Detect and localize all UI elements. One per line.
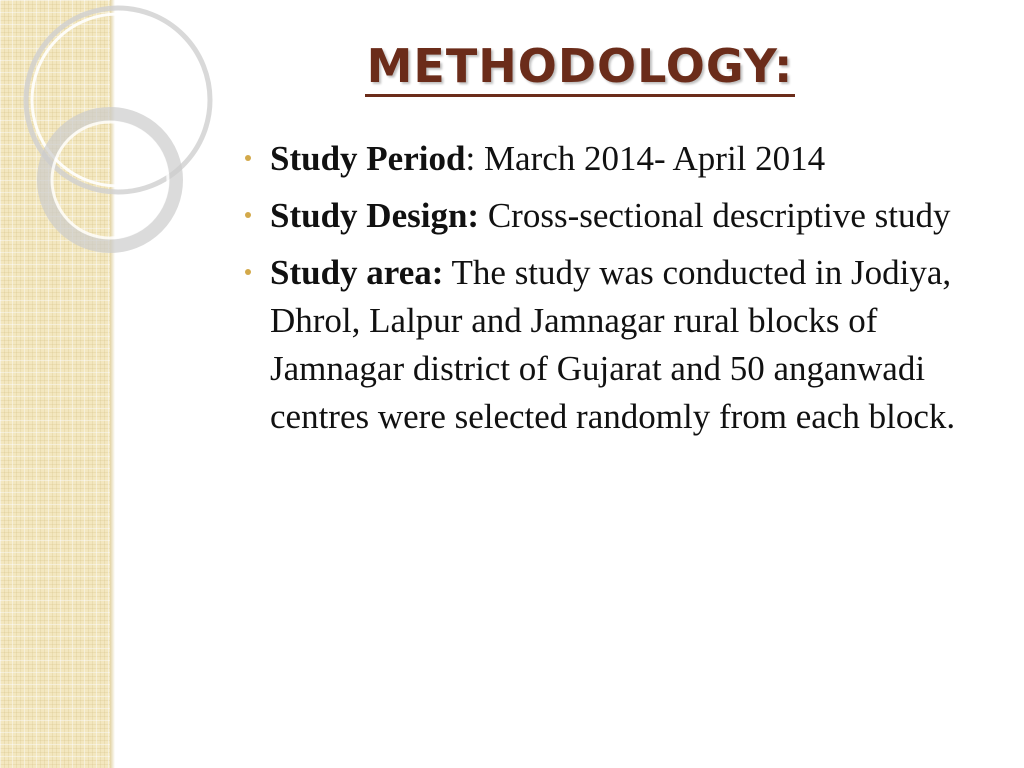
bullet-term: Study Period [270, 139, 466, 178]
bullet-list [240, 135, 960, 450]
bullet-text: The study was conducted in Jodiya, Dhrol, Lalpur and Jamnagar rural blocks of Jamnagar district of Gujarat and 50 anganwadi centres were selected randomly from each block. [270, 253, 956, 436]
bullet-icon [245, 212, 251, 218]
bullet-term: Study area: [270, 253, 444, 292]
list-item [240, 192, 960, 240]
page-title [0, 38, 1024, 97]
bullet-text: March 2014- April 2014 [475, 139, 826, 178]
bullet-icon [245, 155, 251, 161]
bullet-text: Cross-sectional descriptive study [479, 196, 951, 235]
bullet-term: Study Design: [270, 196, 480, 235]
page-title-text: METHODOLOGY: [365, 38, 796, 97]
list-item [240, 249, 960, 441]
list-item [240, 135, 960, 183]
bullet-icon [245, 269, 251, 275]
bullet-separator: : [465, 139, 476, 178]
